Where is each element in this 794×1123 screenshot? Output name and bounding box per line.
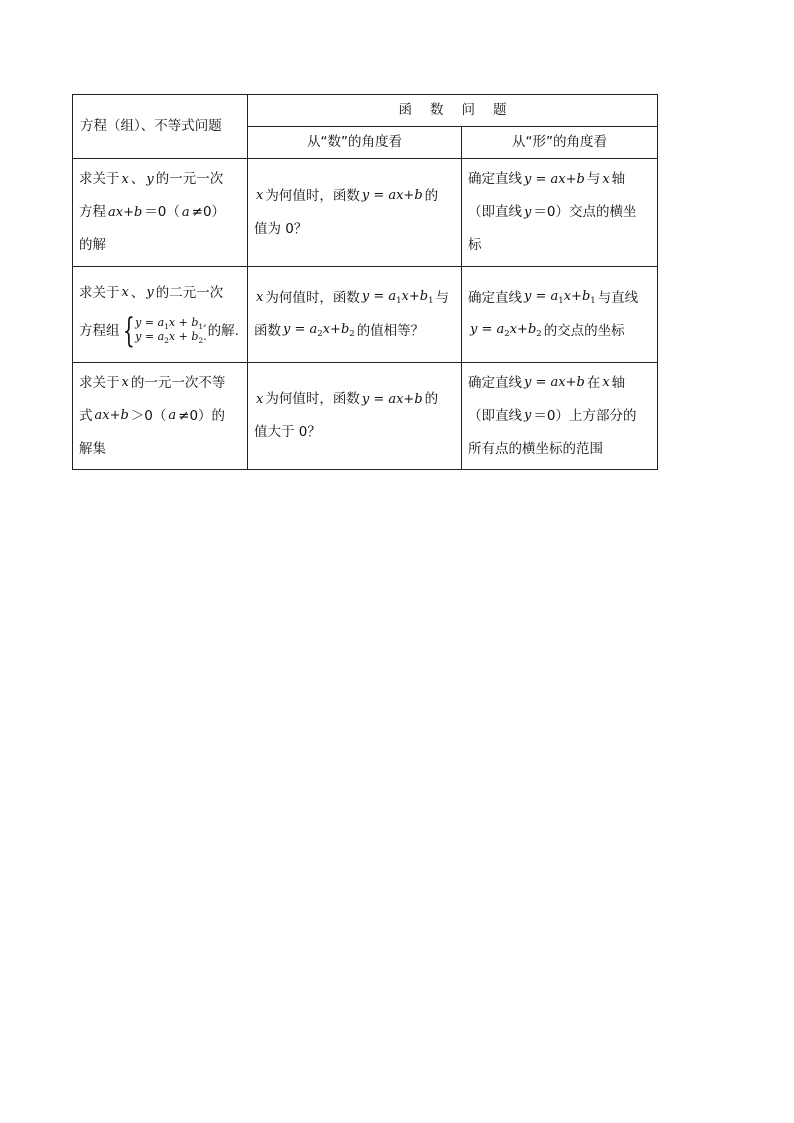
math-expression: ax+b: [108, 204, 143, 220]
math-var: x: [602, 171, 610, 187]
text: ≠0）的: [178, 407, 226, 424]
text: 标: [468, 237, 482, 254]
header-equation-problem: [73, 95, 248, 159]
math-expression: y = ax+b: [361, 391, 423, 407]
math-expression: y = ax+b: [524, 375, 585, 391]
text: 的交点的坐标: [543, 322, 625, 339]
row3-shape-cell: [462, 363, 658, 470]
header-numeric-view: [248, 127, 462, 159]
header-shape-view: [462, 127, 658, 159]
text: 值为 0？: [254, 220, 308, 237]
math-var: x: [256, 188, 264, 204]
math-var: y: [146, 171, 154, 187]
text: 的值相等？: [356, 322, 425, 339]
text-line: [79, 367, 241, 400]
text: 确定直线: [468, 374, 522, 391]
row1-shape-cell: [462, 159, 658, 267]
table-row: [73, 363, 658, 470]
text: 确定直线: [468, 171, 522, 188]
text: 与: [586, 171, 601, 188]
header-left-label: 方程（组）、不等式问题: [80, 118, 222, 135]
math-expression: ax+b: [94, 408, 129, 424]
header-shape-label: 从“形”的角度看: [512, 134, 607, 151]
text-line: [79, 400, 241, 433]
text: 的二元一次: [155, 284, 224, 301]
text-line: [79, 163, 241, 196]
text: 的: [424, 391, 439, 408]
text: 轴: [611, 374, 626, 391]
text-line: [468, 196, 651, 229]
system-equations: [135, 317, 207, 345]
text: 解集: [79, 440, 106, 457]
text: 方程: [79, 204, 106, 221]
math-var: y: [524, 408, 532, 424]
row3-numeric-cell: [248, 363, 462, 470]
text: ＞0（: [130, 407, 167, 424]
text: 为何值时，函数: [265, 187, 360, 204]
text: 在: [586, 374, 601, 391]
row3-equation-cell: [73, 363, 248, 470]
text-line: [79, 310, 241, 353]
text-line: [254, 416, 455, 449]
text-line: [468, 163, 651, 196]
text: 的: [424, 187, 439, 204]
text-line: [254, 315, 455, 348]
table-row: [73, 159, 658, 267]
text: ≠0）: [191, 204, 226, 221]
text: 的一元一次不等: [130, 374, 226, 391]
header-char-1: 函: [398, 102, 412, 119]
math-var: a: [181, 204, 190, 220]
text: 的一元一次: [155, 171, 224, 188]
text: 所有点的横坐标的范围: [468, 440, 603, 457]
header-char-4: 题: [493, 102, 507, 119]
text-line: [79, 277, 241, 310]
text-line: [79, 196, 241, 229]
math-expression: y = ax+b: [361, 188, 423, 204]
text: ＝0）上方部分的: [533, 407, 637, 424]
text-line: [254, 180, 455, 213]
row2-shape-cell: [462, 267, 658, 363]
row1-equation-cell: [73, 159, 248, 267]
text-line: [79, 229, 241, 262]
text: 、: [130, 284, 145, 301]
math-expression: $y = a_2x+b_2$: [470, 322, 542, 340]
text-line: [468, 282, 651, 315]
text: 为何值时，函数: [265, 289, 360, 306]
text: 式: [79, 407, 93, 424]
math-expression: $y = a_1x+b_1$: [524, 289, 596, 307]
text-line: [468, 229, 651, 262]
text-line: [468, 400, 651, 433]
text-line: [79, 433, 241, 466]
text: 与直线: [597, 289, 639, 306]
math-var: x: [121, 285, 129, 301]
text: 确定直线: [468, 289, 522, 306]
text-line: [254, 213, 455, 246]
text: 值大于 0？: [254, 424, 321, 441]
header-function-problem: [248, 95, 658, 127]
text: 方程组: [79, 322, 120, 339]
text: 与: [435, 289, 450, 306]
row1-numeric-cell: [248, 159, 462, 267]
text: 的解.: [207, 322, 239, 339]
system-equation-1: $y = a_1x + b_1$,: [135, 316, 207, 332]
header-char-2: 数: [430, 102, 444, 119]
text: 、: [130, 171, 145, 188]
text-line: [468, 315, 651, 348]
math-var: x: [256, 290, 264, 306]
math-var: y: [524, 204, 532, 220]
system-equation-2: $y = a_2x + b_2$.: [135, 330, 207, 345]
text: 的解: [79, 237, 106, 254]
equation-system: [121, 311, 207, 351]
text: （即直线: [468, 407, 522, 424]
text-line: [468, 433, 651, 466]
text: 为何值时，函数: [265, 391, 360, 408]
row2-equation-cell: [73, 267, 248, 363]
math-var: x: [602, 375, 610, 391]
math-var: x: [121, 375, 129, 391]
text-line: [254, 383, 455, 416]
math-var: y: [146, 285, 154, 301]
math-var: a: [168, 408, 177, 424]
header-numeric-label: 从“数”的角度看: [307, 134, 402, 151]
math-expression: $y = a_2x+b_2$: [283, 322, 355, 340]
math-expression: y = ax+b: [524, 171, 585, 187]
math-expression: $y = a_1x+b_1$: [361, 289, 434, 307]
header-char-3: 问: [461, 102, 475, 119]
text: 函数: [254, 322, 281, 339]
text: 求关于: [79, 171, 120, 188]
text: （即直线: [468, 204, 522, 221]
text: 轴: [611, 171, 626, 188]
row2-numeric-cell: [248, 267, 462, 363]
text-line: [254, 282, 455, 315]
text: ＝0（: [144, 204, 180, 221]
math-var: x: [121, 171, 129, 187]
text: 求关于: [79, 374, 120, 391]
math-var: x: [256, 391, 264, 407]
table-row: [73, 267, 658, 363]
brace-icon: {: [122, 311, 135, 351]
comparison-table: [72, 94, 658, 470]
text: ＝0）交点的横坐: [533, 204, 637, 221]
text: 求关于: [79, 284, 120, 301]
text-line: [468, 367, 651, 400]
